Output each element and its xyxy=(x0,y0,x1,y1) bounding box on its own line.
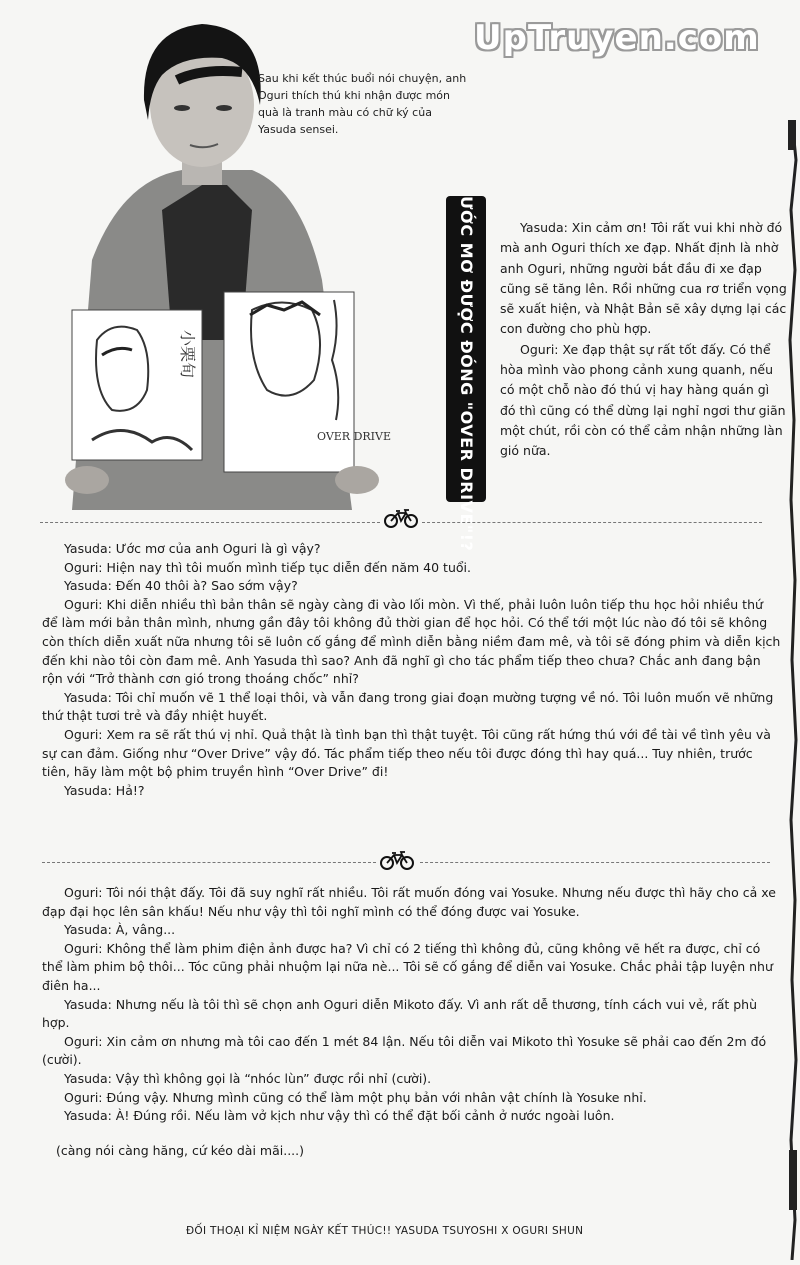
dialogue-line: Oguri: Không thể làm phim điện ảnh được ha? Vì chỉ có 2 tiếng thì không đủ, cũng không vẽ hết ra được, chỉ có thể làm phim bộ thôi... Tóc cũng phải nhuộm lại nữa nè... Tôi sẽ cố gắng để diễn vai Yosuke. Chắc phải tập luyện như điên ha... xyxy=(42,940,773,993)
right-column-text xyxy=(500,218,788,462)
right-paragraph-1: Yasuda: Xin cảm ơn! Tôi rất vui khi nhờ đó mà anh Oguri thích xe đạp. Nhất định là nhờ anh Oguri, những người bắt đầu đi xe đạp cũng sẽ tăng lên. Rồi những cua rơ triển vọng sẽ xuất hiện, và Nhật Bản sẽ xây dựng lại các con đường cho phù hợp. xyxy=(500,220,787,337)
page-footer: ĐỐI THOẠI KỈ NIỆM NGÀY KẾT THÚC!! YASUDA TSUYOSHI X OGURI SHUN xyxy=(186,1225,584,1237)
dialogue-line: Oguri: Đúng vậy. Nhưng mình cũng có thể làm một phụ bản với nhân vật chính là Yosuke nhỉ. xyxy=(64,1089,647,1105)
site-watermark: UpTruyen.com xyxy=(474,18,760,58)
dialogue-line: Yasuda: Vậy thì không gọi là “nhóc lùn” được rồi nhỉ (cười). xyxy=(64,1070,432,1086)
right-paragraph-2: Oguri: Xe đạp thật sự rất tốt đấy. Có thể hòa mình vào phong cảnh xung quanh, nếu có một chỗ nào đó thú vị hay hàng quán gì đó thì cũng có thể dừng lại nghỉ ngơi thư giãn một chút, rồi còn có thể cảm nhận những làn gió nữa. xyxy=(500,341,786,459)
aside-note: (càng nói càng hăng, cứ kéo dài mãi....) xyxy=(56,1142,304,1158)
dialogue-line: Oguri: Tôi nói thật đấy. Tôi đã suy nghĩ rất nhiều. Tôi rất muốn đóng vai Yosuke. Nhưng nếu được thì hãy cho cả xe đạp đại học lên sân khấu! Nếu như vậy thì tôi nghĩ mình có thể đóng được vai Yosuke. xyxy=(42,885,776,919)
dialogue-line: Yasuda: Nhưng nếu là tôi thì sẽ chọn anh Oguri diễn Mikoto đấy. Vì anh rất dễ thương, tính cách vui vẻ, rất phù hợp. xyxy=(42,996,758,1031)
dialogue-line: Yasuda: À! Đúng rồi. Nếu làm vở kịch như vậy thì có thể đặt bối cảnh ở nước ngoài luôn. xyxy=(64,1108,615,1124)
photo-caption: Sau khi kết thúc buổi nói chuyện, anh Oguri thích thú khi nhận được món quà là tranh màu có chữ ký của Yasuda sensei. xyxy=(258,72,467,136)
dialogue-block-2 xyxy=(42,884,782,1160)
dialogue-line: Yasuda: Đến 40 thôi à? Sao sớm vậy? xyxy=(64,578,298,594)
dialogue-line: Oguri: Hiện nay thì tôi muốn mình tiếp tục diễn đến năm 40 tuổi. xyxy=(64,559,471,575)
bicycle-icon xyxy=(384,508,418,528)
board-signature: OVER DRIVE xyxy=(317,430,391,443)
dialogue-line: Yasuda: À, vâng... xyxy=(64,922,176,938)
separator-line-2 xyxy=(42,862,376,864)
scan-edge-decoration xyxy=(774,120,800,1260)
bicycle-icon xyxy=(380,850,414,870)
svg-text:小栗旬: 小栗旬 xyxy=(178,330,197,379)
dialogue-line: Yasuda: Tôi chỉ muốn vẽ 1 thể loại thôi, và vẫn đang trong giai đoạn mường tượng về nó. Tôi luôn muốn vẽ những thứ thật tươi trẻ và đầy nhiệt huyết. xyxy=(42,689,774,724)
dialogue-line: Yasuda: Ước mơ của anh Oguri là gì vậy? xyxy=(64,541,321,556)
signed-artwork-left xyxy=(72,310,202,460)
dialogue-line: Oguri: Xem ra sẽ rất thú vị nhỉ. Quả thật là tình bạn thì thật tuyệt. Tôi cũng rất hứng thú với đề tài về tình yêu và sự can đảm. Giống như “Over Drive” vậy đó. Tác phẩm tiếp theo nếu tôi được đóng thì hay quá... Tuy nhiên, trước tiên, hãy làm một bộ phim truyền hình “Over Drive” đi! xyxy=(42,726,771,780)
section-title-bar xyxy=(446,196,486,552)
separator-line-2b xyxy=(420,862,770,864)
dialogue-line: Yasuda: Hả!? xyxy=(64,782,145,798)
separator-line-1b xyxy=(422,522,762,524)
dialogue-block-1 xyxy=(42,540,782,800)
separator-line-1 xyxy=(40,522,380,524)
dialogue-line: Oguri: Xin cảm ơn nhưng mà tôi cao đến 1 mét 84 lận. Nếu tôi diễn vai Mikoto thì Yosuke sẽ phải cao đến 2m đó (cười). xyxy=(42,1033,767,1068)
section-title: ƯỚC MƠ ĐƯỢC ĐÓNG "OVER DRIVE"!? xyxy=(457,196,476,552)
dialogue-line: Oguri: Khi diễn nhiều thì bản thân sẽ ngày càng đi vào lối mòn. Vì thế, phải luôn luôn tiếp thu học hỏi nhiều thứ để làm mới bản thân mình, nhưng gần đây tôi không đủ thời gian để học hỏi. Có thể tới một lúc nào đó tôi sẽ không còn thích diễn xuất nữa nhưng tôi sẽ luôn cố gắng để mình diễn bằng niềm đam mê, và tôi sẽ đóng phim và diễn kịch đến khi nào tôi còn đam mê. Anh Yasuda thì sao? Anh đã nghĩ gì cho tác phẩm tiếp theo chưa? Chắc anh đang bận rộn với “Trở thành cơn gió trong thoáng chốc” nhỉ? xyxy=(42,596,781,687)
